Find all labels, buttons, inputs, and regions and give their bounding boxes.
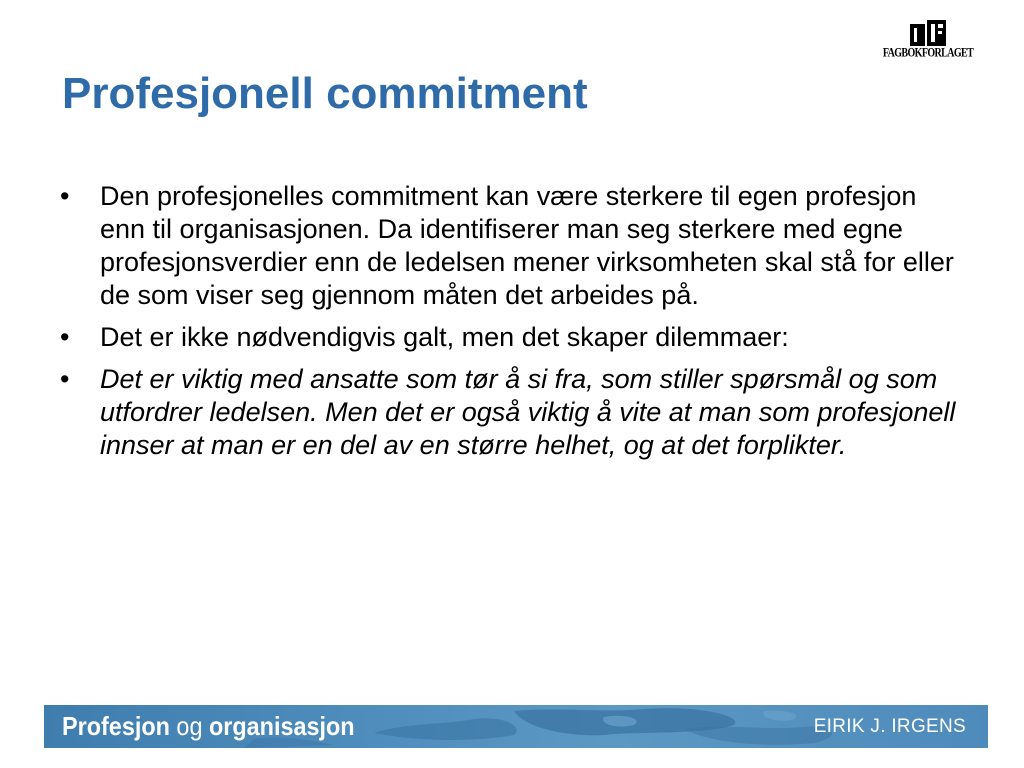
bullet-list	[58, 180, 958, 471]
slide-title: Profesjonell commitment	[62, 69, 588, 118]
footer-banner	[44, 705, 988, 748]
bullet-marker: •	[60, 364, 70, 394]
footer-title-part: Profesjon	[62, 711, 170, 741]
footer-course-title	[62, 710, 355, 742]
publisher-logo	[880, 18, 976, 66]
bullet-marker: •	[60, 181, 70, 211]
bullet-marker: •	[60, 322, 70, 352]
bullet-text: Det er viktig med ansatte som tør å si fra, som stiller spørsmål og som utfordrer ledelsen. Men det er også viktig å vite at man som profesjonell innser at man er en del av en større helhet, og at det forplikter.	[100, 364, 956, 460]
footer-title-part: organisasjon	[208, 711, 355, 741]
bullet-item	[58, 180, 958, 312]
fagbokforlaget-logo-icon	[910, 20, 946, 46]
logo-wordmark: FAGBOKFORLAGET	[882, 46, 974, 61]
bullet-item	[58, 321, 958, 354]
footer-title-part: og	[169, 711, 209, 741]
footer-author: EIRIK J. IRGENS	[813, 716, 966, 737]
bullet-text: Den profesjonelles commitment kan være sterkere til egen profesjon enn til organisasjonen. Da identifiserer man seg sterkere med egne profesjonsverdier enn de ledelsen mener virksomheten skal stå for eller de som viser seg gjennom måten det arbeides på.	[100, 181, 954, 310]
bullet-item	[58, 363, 958, 462]
bullet-text: Det er ikke nødvendigvis galt, men det skaper dilemmaer:	[100, 322, 789, 352]
